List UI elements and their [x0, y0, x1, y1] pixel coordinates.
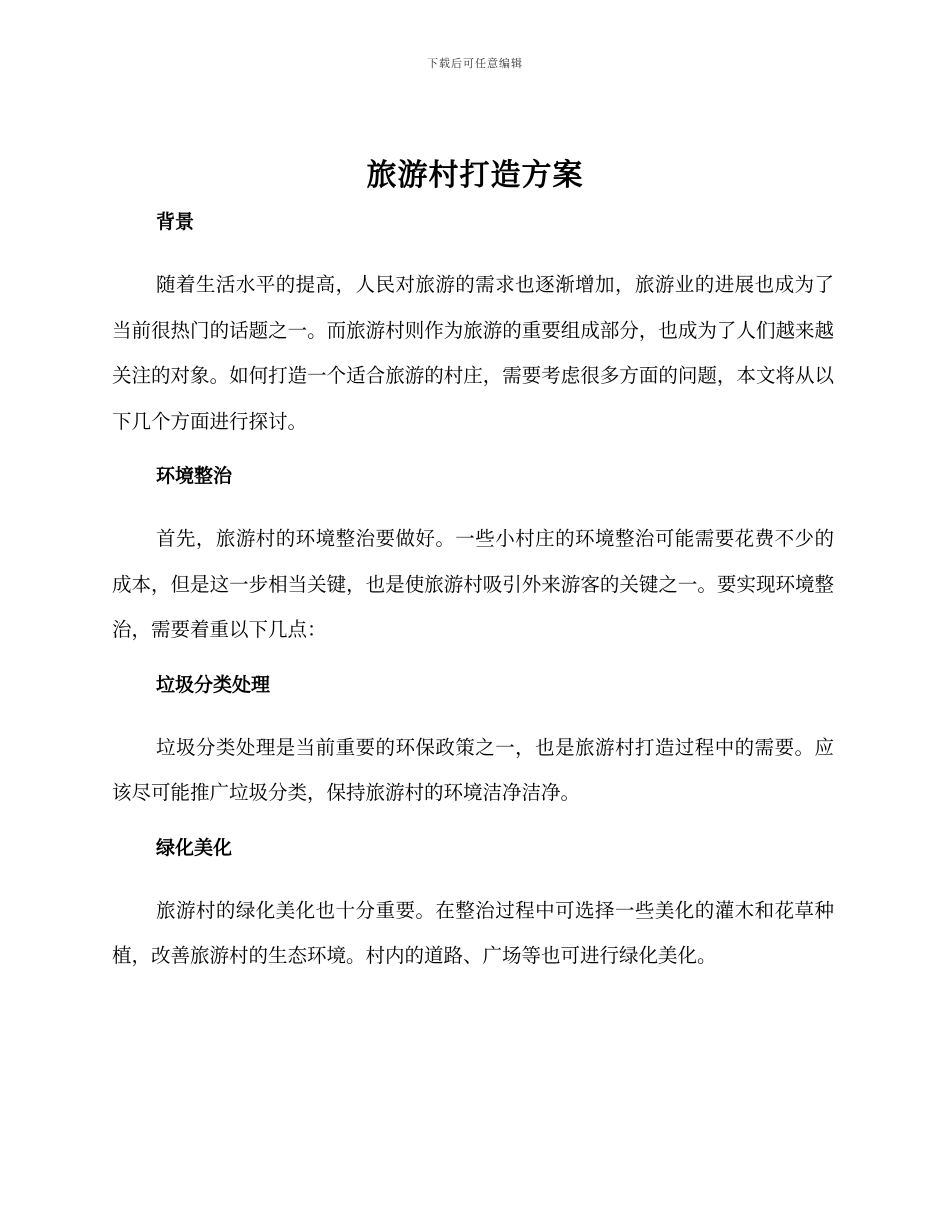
section-paragraph: 旅游村的绿化美化也十分重要。在整治过程中可选择一些美化的灌木和花草种植，改善旅游村的生态环境。村内的道路、广场等也可进行绿化美化。 [112, 898, 834, 967]
section-heading: 绿化美化 [156, 836, 233, 859]
section-waste-sorting [112, 667, 834, 830]
section-heading: 环境整治 [156, 465, 233, 487]
section-paragraph: 首先，旅游村的环境整治要做好。一些小村庄的环境整治可能需要花费不少的成本，但是这一步相当关键，也是使旅游村吸引外来游客的关键之一。要实现环境整治，需要着重以下几点： [112, 527, 834, 641]
section-background [112, 204, 834, 458]
document-title: 旅游村打造方案 [366, 158, 584, 193]
section-environment [112, 458, 834, 667]
section-heading: 垃圾分类处理 [156, 673, 271, 696]
section-heading: 背景 [156, 211, 195, 233]
section-paragraph: 垃圾分类处理是当前重要的环保政策之一，也是旅游村打造过程中的需要。应该尽可能推广垃圾分类，保持旅游村的环境洁净洁净。 [112, 735, 834, 804]
document-body [112, 204, 834, 979]
section-paragraph: 随着生活水平的提高，人民对旅游的需求也逐渐增加，旅游业的进展也成为了当前很热门的话题之一。而旅游村则作为旅游的重要组成部分，也成为了人们越来越关注的对象。如何打造一个适合旅游的村庄，需要考虑很多方面的问题，本文将从以下几个方面进行探讨。 [112, 273, 834, 433]
page-header-note: 下载后可任意编辑 [427, 57, 523, 70]
section-greening [112, 830, 834, 979]
